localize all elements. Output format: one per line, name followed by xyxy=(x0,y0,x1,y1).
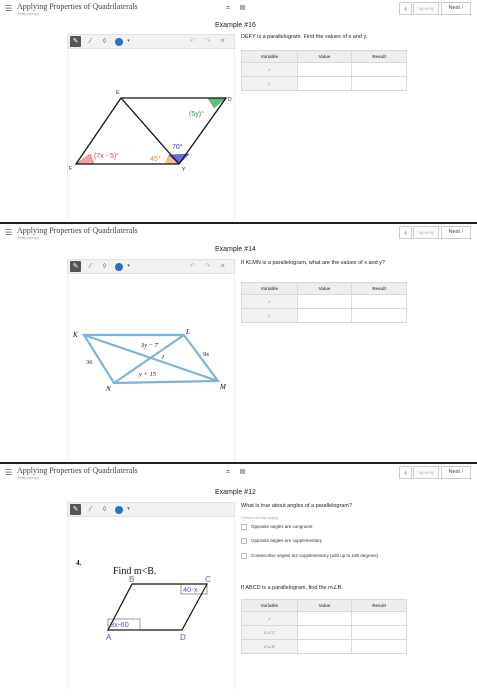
next-button[interactable]: Next › xyxy=(441,226,471,239)
app-subtitle: Abby Hurley xyxy=(17,475,39,480)
value-input[interactable] xyxy=(297,626,352,640)
vertex-y-label: Y xyxy=(182,167,186,173)
undo-icon[interactable]: ↶ xyxy=(189,38,196,45)
problem-heading: Find m<B. xyxy=(113,566,157,577)
redo-icon[interactable]: ↷ xyxy=(204,38,211,45)
segment-kn-label: 36 xyxy=(86,359,93,366)
prev-button[interactable]: ‹ xyxy=(399,466,412,479)
vertex-a-label: A xyxy=(106,633,112,642)
header-variable: Variable xyxy=(242,51,298,63)
vertex-n-label: N xyxy=(106,385,111,393)
angle-y-left-label: 45° xyxy=(150,156,161,163)
question-text-2: If ABCD is a parallelogram, find the m∠B. xyxy=(241,585,343,591)
color-picker-icon[interactable] xyxy=(115,506,123,514)
variable-cell: x xyxy=(242,612,298,626)
drawing-canvas[interactable] xyxy=(67,518,235,690)
vertex-d-label: D xyxy=(228,97,232,103)
table-row xyxy=(242,612,407,626)
option-row[interactable] xyxy=(241,538,411,546)
header-variable: Variable xyxy=(242,283,298,295)
app-subtitle: Abby Hurley xyxy=(17,11,39,16)
angle-a-label: 3x-60 xyxy=(110,620,129,629)
top-bar xyxy=(0,224,477,244)
chevron-down-icon[interactable]: ▾ xyxy=(127,263,130,269)
angle-c-label: 40-x xyxy=(183,585,198,594)
table-row xyxy=(242,63,407,77)
drawing-toolbar xyxy=(67,34,235,49)
value-input[interactable] xyxy=(297,612,352,626)
next-button[interactable]: Next › xyxy=(441,466,471,479)
intersection-j-label: J xyxy=(161,354,164,361)
option-label: Consecutive angles are supplementary (add up to 180 degrees) xyxy=(251,553,379,558)
vertex-d-label: D xyxy=(180,633,186,642)
pen-tool-icon[interactable]: ✎ xyxy=(70,261,81,272)
result-cell xyxy=(352,612,407,626)
next-button[interactable]: Next › xyxy=(441,2,471,15)
undo-icon[interactable]: ↶ xyxy=(189,263,196,270)
color-picker-icon[interactable] xyxy=(115,263,123,271)
value-input[interactable] xyxy=(297,640,352,654)
app-title: Applying Properties of Quadrilaterals xyxy=(17,466,138,475)
option-row[interactable] xyxy=(241,553,411,567)
answer-table xyxy=(241,599,407,654)
option-row[interactable] xyxy=(241,524,411,532)
variable-cell: x xyxy=(242,295,298,309)
problem-number: 4. xyxy=(76,559,82,567)
answer-table xyxy=(241,50,407,91)
value-input[interactable] xyxy=(297,309,352,323)
line-tool-icon[interactable]: ⁄ xyxy=(89,263,92,270)
angle-d-label: (5y)° xyxy=(189,111,204,118)
page-counter: 16 of 19 xyxy=(413,226,439,239)
header-value: Value xyxy=(297,600,352,612)
table-row xyxy=(242,77,407,91)
eraser-tool-icon[interactable]: ◊ xyxy=(102,506,107,513)
panel-example-14 xyxy=(0,224,477,464)
result-cell xyxy=(352,77,407,91)
variable-cell: m∠C xyxy=(242,626,298,640)
parallelogram-klmn-figure xyxy=(68,275,236,461)
variable-cell: m∠B xyxy=(242,640,298,654)
drawing-canvas[interactable] xyxy=(67,50,235,220)
color-picker-icon[interactable] xyxy=(115,38,123,46)
redo-icon[interactable]: ↷ xyxy=(204,263,211,270)
value-input[interactable] xyxy=(297,63,352,77)
vertex-l-label: L xyxy=(186,328,190,336)
drawing-toolbar xyxy=(67,502,235,517)
question-text: What is true about angles of a parallelogram? xyxy=(241,503,352,509)
angle-y-top-label: 70° xyxy=(172,144,183,151)
result-cell xyxy=(352,309,407,323)
app-subtitle: Abby Hurley xyxy=(17,235,39,240)
eraser-tool-icon[interactable]: ◊ xyxy=(102,263,107,270)
drawing-toolbar xyxy=(67,259,235,274)
answer-table xyxy=(241,282,407,323)
eraser-tool-icon[interactable]: ◊ xyxy=(102,38,107,45)
result-cell xyxy=(352,63,407,77)
value-input[interactable] xyxy=(297,295,352,309)
vertex-f-label: F xyxy=(69,166,73,172)
table-row xyxy=(242,309,407,323)
header-result: Result xyxy=(352,51,407,63)
vertex-c-label: C xyxy=(205,575,211,584)
vertex-m-label: M xyxy=(220,383,226,391)
example-title: Example #16 xyxy=(215,22,256,29)
option-label: Opposite angles are supplementary xyxy=(251,538,323,543)
parallelogram-abcd-figure xyxy=(68,518,236,690)
header-value: Value xyxy=(297,283,352,295)
line-tool-icon[interactable]: ⁄ xyxy=(89,506,92,513)
view-icons[interactable]: ⌗ ▤ xyxy=(226,469,250,476)
header-result: Result xyxy=(352,283,407,295)
drawing-canvas[interactable] xyxy=(67,275,235,461)
variable-cell: x xyxy=(242,63,298,77)
result-cell xyxy=(352,626,407,640)
angle-d-wedge xyxy=(208,98,226,108)
app-title: Applying Properties of Quadrilaterals xyxy=(17,2,138,11)
line-tool-icon[interactable]: ⁄ xyxy=(89,38,92,45)
app-title: Applying Properties of Quadrilaterals xyxy=(17,226,138,235)
header-value: Value xyxy=(297,51,352,63)
segment-nj-label: y + 15 xyxy=(139,371,157,378)
hamburger-icon[interactable]: ☰ xyxy=(5,228,13,237)
parallelogram-defy-figure xyxy=(68,50,236,220)
prev-button[interactable]: ‹ xyxy=(399,226,412,239)
panel-example-16 xyxy=(0,0,477,224)
option-label: Opposite angles are congruent xyxy=(251,524,313,529)
close-icon[interactable]: ✕ xyxy=(219,263,226,270)
table-row xyxy=(242,626,407,640)
option-checkbox[interactable] xyxy=(241,524,247,530)
hamburger-icon[interactable]: ☰ xyxy=(5,4,13,13)
example-title: Example #12 xyxy=(215,489,256,496)
option-checkbox[interactable] xyxy=(241,538,247,544)
variable-cell: y xyxy=(242,77,298,91)
page-counter: 18 of 19 xyxy=(413,466,439,479)
table-row xyxy=(242,295,407,309)
value-input[interactable] xyxy=(297,77,352,91)
pen-tool-icon[interactable]: ✎ xyxy=(70,36,81,47)
prev-button[interactable]: ‹ xyxy=(399,2,412,15)
view-icons[interactable]: ⌗ ▤ xyxy=(226,5,250,12)
segment-lm-label: 9x xyxy=(203,351,210,358)
select-all-note: (Select all that apply) xyxy=(241,515,279,520)
top-bar xyxy=(0,0,477,20)
question-text: DEFY is a parallelogram. Find the values of x and y. xyxy=(241,34,368,40)
question-text: If KLMN is a parallelogram, what are the values of x and y? xyxy=(241,260,385,266)
vertex-k-label: K xyxy=(73,331,78,339)
option-checkbox[interactable] xyxy=(241,553,247,559)
example-title: Example #14 xyxy=(215,246,256,253)
result-cell xyxy=(352,295,407,309)
header-variable: Variable xyxy=(242,600,298,612)
chevron-down-icon[interactable]: ▾ xyxy=(127,38,130,44)
page-counter: 16 of 19 xyxy=(413,2,439,15)
diagonal-ey xyxy=(121,98,179,164)
chevron-down-icon[interactable]: ▾ xyxy=(127,506,130,512)
angle-f-label: (7x - 5)° xyxy=(94,153,119,160)
pen-tool-icon[interactable]: ✎ xyxy=(70,504,81,515)
close-icon[interactable]: ✕ xyxy=(219,38,226,45)
header-result: Result xyxy=(352,600,407,612)
segment-lj-label: 3y − 7 xyxy=(141,342,159,349)
hamburger-icon[interactable]: ☰ xyxy=(5,468,13,477)
vertex-b-label: B xyxy=(129,575,135,584)
vertex-e-label: E xyxy=(116,90,120,96)
result-cell xyxy=(352,640,407,654)
top-bar xyxy=(0,464,477,484)
table-row xyxy=(242,640,407,654)
panel-example-12 xyxy=(0,464,477,700)
variable-cell: y xyxy=(242,309,298,323)
